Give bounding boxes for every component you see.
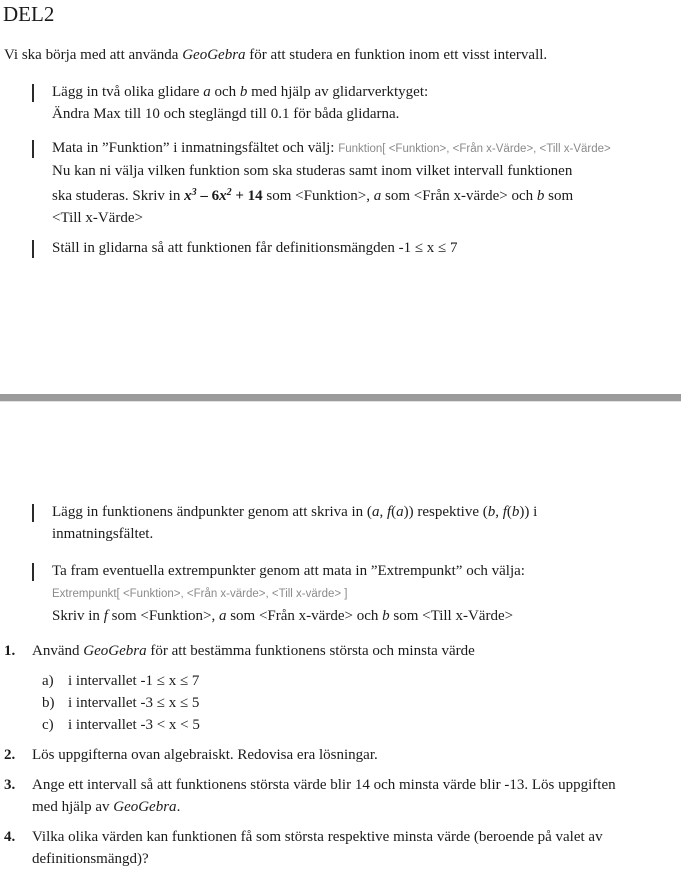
section-divider (0, 394, 681, 402)
task-line: Vilka olika värden kan funktionen få som största respektive minsta värde (beroende på valet av (32, 829, 603, 845)
list-item (31, 560, 681, 627)
task-item (4, 640, 681, 736)
subitem-letter: c) (42, 717, 54, 733)
subitem-letter: a) (42, 673, 54, 689)
list-item-line: Nu kan ni välja vilken funktion som ska studeras samt inom vilket intervall funktionen (52, 163, 573, 179)
list-item-line: Mata in ”Funktion” i inmatningsfältet och välj: Funktion[ <Funktion>, <Från x-Värde>, <Till x-Värde> (52, 140, 611, 156)
list-item-line: Ta fram eventuella extrempunkter genom att mata in ”Extrempunkt” och välja: (52, 563, 525, 579)
subitem-text: i intervallet -1 ≤ x ≤ 7 (68, 673, 200, 689)
task-sublist (42, 670, 681, 736)
instructions-list-1 (31, 81, 681, 259)
task-item (4, 774, 681, 818)
numbered-task-list (4, 640, 681, 870)
task-line: med hjälp av GeoGebra. (32, 799, 181, 815)
task-subitem (42, 714, 681, 736)
subitem-text: i intervallet -3 ≤ x ≤ 5 (68, 695, 200, 711)
icon-col (31, 237, 52, 258)
subitem-text: i intervallet -3 < x < 5 (68, 717, 200, 733)
task-number: 4. (4, 829, 16, 845)
list-item (31, 137, 681, 229)
computer-icon (31, 141, 46, 158)
list-item-line: Lägg in två olika glidare a och b med hjälp av glidarverktyget: (52, 84, 429, 100)
task-number: 1. (4, 643, 16, 659)
list-item (31, 237, 681, 259)
instructions-list-2 (31, 501, 681, 627)
task-subitem (42, 670, 681, 692)
task-number: 3. (4, 777, 16, 793)
computer-icon (31, 505, 46, 522)
section-title: DEL2 (3, 2, 55, 26)
icon-col (31, 81, 52, 102)
computer-icon (31, 85, 46, 102)
task-line: Ange ett intervall så att funktionens största värde blir 14 och minsta värde blir -13. Lös uppgiften (32, 777, 616, 793)
list-item-line: Skriv in f som <Funktion>, a som <Från x-värde> och b som <Till x-Värde> (52, 608, 514, 624)
computer-icon (31, 241, 46, 258)
task-line: Lös uppgifterna ovan algebraiskt. Redovisa era lösningar. (32, 747, 378, 763)
task-line: Använd GeoGebra för att bestämma funktionens största och minsta värde (32, 643, 475, 659)
icon-col (31, 137, 52, 158)
task-item (4, 826, 681, 870)
list-item-line: Lägg in funktionens ändpunkter genom att skriva in (a, f(a)) respektive (b, f(b)) i (52, 504, 538, 520)
list-item-line: Ändra Max till 10 och steglängd till 0.1 för båda glidarna. (52, 106, 400, 122)
intro-paragraph: Vi ska börja med att använda GeoGebra för att studera en funktion inom ett visst intervall. (4, 47, 548, 63)
list-item-line: <Till x-Värde> (52, 210, 143, 226)
task-number: 2. (4, 747, 16, 763)
task-subitem (42, 692, 681, 714)
task-item (4, 744, 681, 766)
list-item (31, 81, 681, 125)
subitem-letter: b) (42, 695, 55, 711)
list-item (31, 501, 681, 545)
command-syntax-line: Extrempunkt[ <Funktion>, <Från x-värde>, <Till x-värde> ] (52, 588, 348, 600)
computer-icon (31, 564, 46, 581)
list-item-line: ska studeras. Skriv in $x^3 - 6x^2 + 14$ som <Funktion>, a som <Från x-värde> och b som (52, 187, 574, 204)
list-item-line: inmatningsfältet. (52, 526, 154, 542)
icon-col (31, 501, 52, 522)
task-line: definitionsmängd)? (32, 851, 149, 867)
icon-col (31, 560, 52, 581)
list-item-line: Ställ in glidarna så att funktionen får definitionsmängden -1 ≤ x ≤ 7 (52, 240, 458, 256)
